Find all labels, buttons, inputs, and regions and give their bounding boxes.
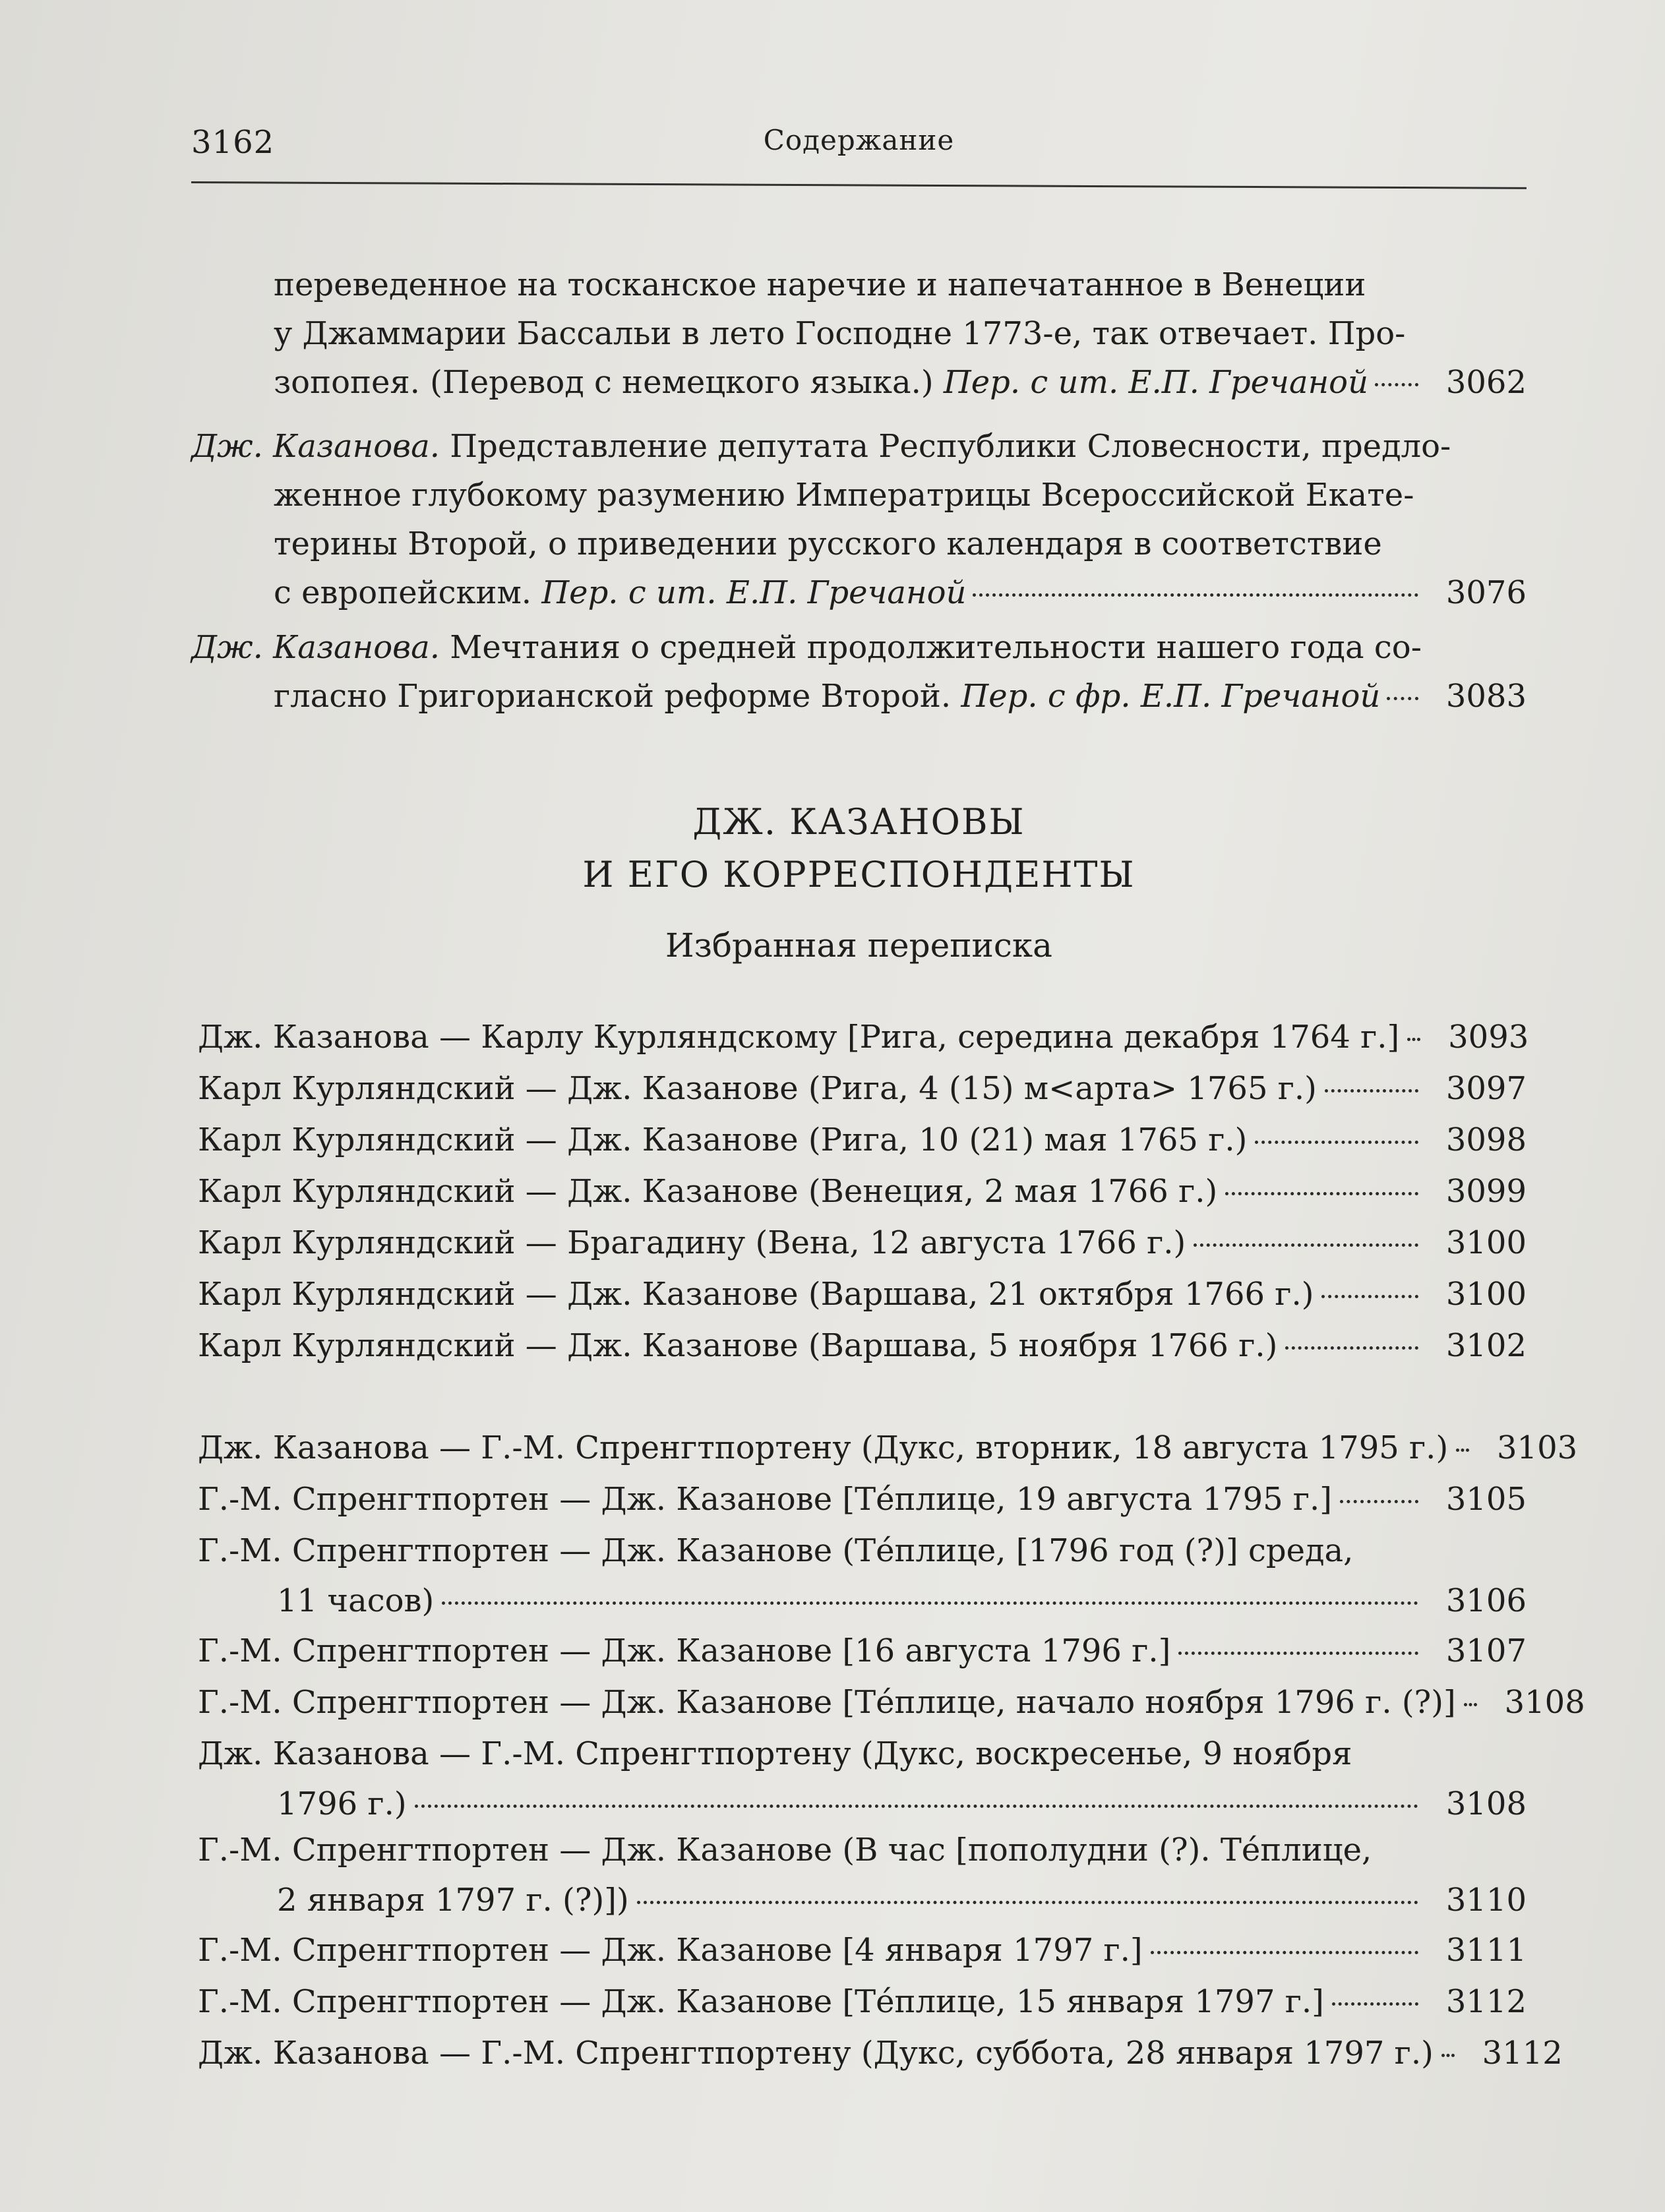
page-ref: 3102 bbox=[1445, 1327, 1527, 1364]
page-number: 3162 bbox=[191, 124, 275, 161]
leader-dots bbox=[1194, 1243, 1418, 1247]
letter-row bbox=[198, 1684, 1585, 1734]
leader-dots bbox=[1151, 1951, 1418, 1954]
page-ref: 3098 bbox=[1445, 1121, 1527, 1158]
page-ref: 3106 bbox=[1445, 1582, 1527, 1619]
page-ref: 3093 bbox=[1448, 1019, 1529, 1056]
letter-row bbox=[198, 1173, 1527, 1223]
page-ref: 3105 bbox=[1445, 1481, 1527, 1518]
letter-row bbox=[198, 1632, 1527, 1683]
page-ref: 3108 bbox=[1504, 1684, 1585, 1721]
letter-title: Г.-М. Спренгтпортен — Дж. Казанове [Те́плице, начало ноября 1796 г. (?)] bbox=[198, 1684, 1456, 1721]
entry-line: переведенное на тосканское наречие и напечатанное в Венеции bbox=[274, 266, 1366, 303]
letter-title: Карл Курляндский — Брагадину (Вена, 12 августа 1766 г.) bbox=[198, 1224, 1186, 1261]
page-ref: 3112 bbox=[1445, 1983, 1527, 2020]
leader-dots bbox=[415, 1805, 1418, 1808]
leader-dots bbox=[1332, 2002, 1418, 2006]
entry-line: Дж. Казанова. Мечтания о средней продолжительности нашего года со- bbox=[191, 629, 1422, 666]
page-ref: 3083 bbox=[1445, 678, 1527, 715]
entry-last-line bbox=[191, 358, 1527, 407]
letter-title: Г.-М. Спренгтпортен — Дж. Казанове (Те́плице, [1796 год (?)] среда, bbox=[198, 1532, 1354, 1569]
leader-dots bbox=[1340, 1500, 1418, 1503]
leader-dots bbox=[1407, 1038, 1420, 1041]
letter-title: Дж. Казанова — Г.-М. Спренгтпортену (Дукс, воскресенье, 9 ноября bbox=[198, 1735, 1352, 1772]
leader-dots bbox=[973, 593, 1418, 597]
letter-row bbox=[198, 1121, 1527, 1172]
running-title: Содержание bbox=[763, 124, 955, 156]
entry-text: с европейским. Пер. с ит. Е.П. Гречаной bbox=[274, 574, 967, 611]
leader-dots bbox=[1255, 1141, 1418, 1144]
letter-row bbox=[198, 1735, 1527, 1836]
entry-author: Дж. Казанова. bbox=[191, 428, 440, 465]
letter-row bbox=[198, 2035, 1563, 2085]
page-ref: 3107 bbox=[1445, 1632, 1527, 1669]
translator: Пер. с ит. Е.П. Гречаной bbox=[541, 574, 967, 611]
letter-title-continuation: 1796 г.) 3108 bbox=[277, 1785, 1527, 1822]
letter-title: Карл Курляндский — Дж. Казанове (Варшава, 5 ноября 1766 г.) bbox=[198, 1327, 1278, 1364]
leader-dots bbox=[1375, 383, 1418, 386]
letter-title: Г.-М. Спренгтпортен — Дж. Казанове [16 августа 1796 г.] bbox=[198, 1632, 1171, 1669]
page-ref: 3110 bbox=[1445, 1882, 1527, 1919]
leader-dots bbox=[1456, 1449, 1469, 1452]
entry-last-line bbox=[191, 568, 1527, 617]
leader-dots bbox=[1441, 2054, 1455, 2057]
translator: Пер. с ит. Е.П. Гречаной bbox=[943, 364, 1368, 401]
letter-title: Дж. Казанова — Г.-М. Спренгтпортену (Дукс, суббота, 28 января 1797 г.) bbox=[198, 2035, 1434, 2072]
page-ref: 3112 bbox=[1482, 2035, 1563, 2072]
page-header bbox=[191, 124, 1527, 170]
entry-line: терины Второй, о приведении русского календаря в соответствие bbox=[274, 525, 1382, 562]
letter-row bbox=[198, 1983, 1527, 2033]
letter-title: Г.-М. Спренгтпортен — Дж. Казанове [4 января 1797 г.] bbox=[198, 1932, 1143, 1969]
letter-title: Г.-М. Спренгтпортен — Дж. Казанове [Те́плице, 15 января 1797 г.] bbox=[198, 1983, 1324, 2020]
letter-row bbox=[198, 1481, 1527, 1531]
leader-dots bbox=[1178, 1652, 1418, 1655]
page-ref: 3100 bbox=[1445, 1276, 1527, 1313]
page-ref: 3100 bbox=[1445, 1224, 1527, 1261]
entry-last-line bbox=[191, 672, 1527, 721]
letter-title: Карл Курляндский — Дж. Казанове (Венеция, 2 мая 1766 г.) bbox=[198, 1173, 1218, 1210]
leader-dots bbox=[1325, 1089, 1418, 1092]
letter-title: Г.-М. Спренгтпортен — Дж. Казанове (В час [пополудни (?). Те́плице, bbox=[198, 1832, 1372, 1868]
letter-row bbox=[198, 1832, 1527, 1932]
letter-row bbox=[198, 1429, 1578, 1480]
letter-title: Карл Курляндский — Дж. Казанове (Рига, 10 (21) мая 1765 г.) bbox=[198, 1121, 1248, 1158]
leader-dots bbox=[1464, 1703, 1477, 1706]
leader-dots bbox=[1285, 1346, 1418, 1350]
page-ref: 3062 bbox=[1445, 364, 1527, 401]
page-ref: 3111 bbox=[1445, 1932, 1527, 1969]
letter-title: Дж. Казанова — Карлу Курляндскому [Рига, середина декабря 1764 г.] bbox=[198, 1019, 1400, 1056]
page-ref: 3108 bbox=[1445, 1785, 1527, 1822]
leader-dots bbox=[637, 1901, 1418, 1904]
entry-text: гласно Григорианской реформе Второй. Пер. с фр. Е.П. Гречаной bbox=[274, 678, 1381, 715]
page-ref: 3097 bbox=[1445, 1070, 1527, 1107]
toc-entry bbox=[191, 623, 1527, 721]
letter-title: Карл Курляндский — Дж. Казанове (Рига, 4 (15) м<арта> 1765 г.) bbox=[198, 1070, 1317, 1107]
letter-row bbox=[198, 1532, 1527, 1632]
letter-title-continuation: 2 января 1797 г. (?)]) 3110 bbox=[277, 1882, 1527, 1919]
page-ref: 3103 bbox=[1497, 1429, 1578, 1466]
section-title-line2: И ЕГО КОРРЕСПОНДЕНТЫ bbox=[582, 854, 1135, 895]
letter-title-continuation: 11 часов) 3106 bbox=[277, 1582, 1527, 1619]
section-title-line1: ДЖ. КАЗАНОВЫ bbox=[692, 801, 1025, 843]
page-ref: 3099 bbox=[1445, 1173, 1527, 1210]
letter-row bbox=[198, 1327, 1527, 1377]
letter-row bbox=[198, 1224, 1527, 1274]
toc-entry bbox=[191, 260, 1527, 407]
leader-dots bbox=[442, 1601, 1418, 1605]
letter-row bbox=[198, 1276, 1527, 1326]
entry-author: Дж. Казанова. bbox=[191, 629, 440, 666]
letter-row bbox=[198, 1019, 1527, 1069]
letter-row bbox=[198, 1932, 1527, 1982]
letter-row bbox=[198, 1070, 1527, 1120]
header-rule bbox=[191, 181, 1527, 189]
toc-entry bbox=[191, 422, 1527, 617]
letter-title: Г.-М. Спренгтпортен — Дж. Казанове [Те́плице, 19 августа 1795 г.] bbox=[198, 1481, 1333, 1518]
entry-line: женное глубокому разумению Императрицы Всероссийской Екате- bbox=[274, 477, 1414, 514]
leader-dots bbox=[1225, 1192, 1418, 1195]
page-ref: 3076 bbox=[1445, 574, 1527, 611]
entry-line: у Джаммарии Бассальи в лето Господне 1773-е, так отвечает. Про- bbox=[274, 315, 1406, 352]
leader-dots bbox=[1387, 697, 1418, 700]
section-subtitle: Избранная переписка bbox=[665, 926, 1052, 965]
letter-title: Дж. Казанова — Г.-М. Спренгтпортену (Дукс, вторник, 18 августа 1795 г.) bbox=[198, 1429, 1449, 1466]
entry-text: зопопея. (Перевод с немецкого языка.) Пер. с ит. Е.П. Гречаной bbox=[274, 364, 1368, 401]
leader-dots bbox=[1321, 1295, 1418, 1298]
translator: Пер. с фр. Е.П. Гречаной bbox=[961, 678, 1381, 715]
entry-line: Дж. Казанова. Представление депутата Республики Словесности, предло- bbox=[191, 428, 1451, 465]
letter-title: Карл Курляндский — Дж. Казанове (Варшава, 21 октября 1766 г.) bbox=[198, 1276, 1314, 1313]
